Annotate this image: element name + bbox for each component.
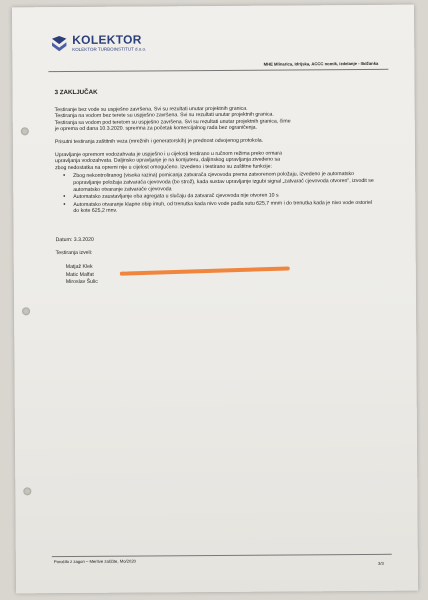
header-rule [48,69,388,72]
tester-name: Miroslav Šulic [65,279,98,286]
tester-name: Matic Malfat [65,271,94,278]
document-body [55,88,376,287]
paragraph-testing-results: Testiranje bez vode su uspješno završena. Svi su rezultati unutar projektnih granica. Testiranja na vodom bez terete su uspješno završena. Svi su rezultati unutar projektnih granica. Testiranja sa vodom pod teretom su uspješno završena. Svi su rezultati unutar projektnih granica, čime je oprema od dana 10.3.2020. spremna za početak komercijalnog rada bez ograničenja. [54,105,291,133]
testers-list [56,262,376,286]
paragraph-protection: Prisutni testiranja zaštitnih veza (mrežnih i generatorskih) je prednost odvojenog protokola. [54,137,264,146]
list-item: • Automatsko zaustavljanje oba agregata u slučaju da zatvarač cjevovoda nije otvoren 10 s [55,192,375,201]
footer-rule [52,554,392,557]
list-item: • Zbog nekontroliranog (visoka razina) pomicanja zatvarača cjevovoda prema zatvorenom položaju, izvedeno je automatsko popravljanje položaja zatvarača cjevovoda (bo strož), kada sustav upravljanje izgubi signal „zatvarač cjevovoda otvoren", izvodit se automatsko otvaranje zatvarače cjevovoda [55,171,375,193]
document-header-title: MHE Mlinarica, Idrijska, ACCC nomik, izdelanje - Ilidžanka [263,60,379,67]
tester-name: Matjaž Klek [65,263,93,271]
paragraph-control: Upravljanje opremom vodozahvata je uspješno i u cijelosti testirano u ručnom režima preko ormara upravljanja vodozahvata. Daljinsko upravljanje je na komjuteru, daljinskog upravljanja zivedeno sa zbog nedostatka na opremi nije u cijelost omogućeno. Izvedeno i testirano su zaštitne funkcije: [54,150,282,171]
binder-holes [20,7,36,593]
page-number: 3/3 [378,560,384,566]
testers-label: Testiranja izveli: [55,249,93,256]
document-date: Datum: 3.3.2020 [55,236,94,244]
footer-text: Poročilo z zagon – Meritve zaščite, Mo/2020 [53,558,137,565]
kolektor-logo-icon [50,35,68,53]
list-item: • Automatsko otvaranje klapne obip imuh, od trenutka kada nivo vode padla sutu 625,7 mnm i do trenutka kada je nivo vode ostoriel do kote 625,2 mnv. [55,200,375,215]
company-logo [50,32,170,57]
protection-functions-list [55,171,375,215]
section-title: 3 ZAKLJUČAK [54,88,98,97]
company-name: KOLEKTOR [72,32,142,47]
document-page [12,5,418,594]
company-subtitle: KOLEKTOR TURBOINSTITUT d.o.o. [72,46,147,52]
